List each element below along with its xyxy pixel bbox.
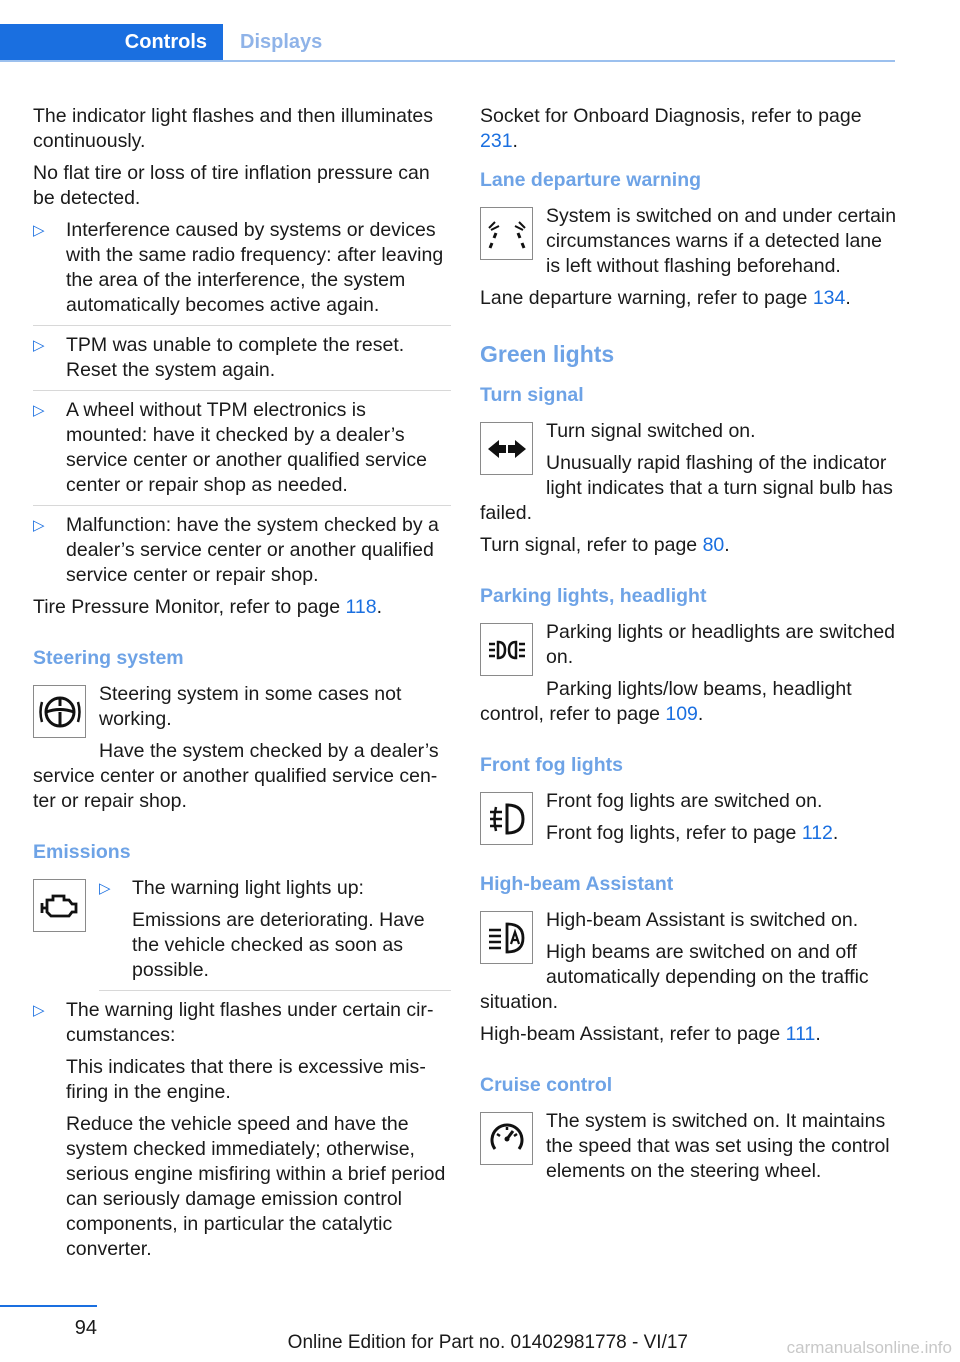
paragraph: The indicator light flashes and then illuminates continuously.	[33, 105, 433, 152]
page-link-112[interactable]: 112	[801, 822, 833, 844]
left-column	[33, 104, 451, 1269]
watermark: carmanualsonline.info	[786, 1338, 952, 1357]
turn-reference: Turn signal, refer to page 80.	[480, 534, 730, 556]
page-link-134[interactable]: 134	[812, 287, 846, 309]
fog-reference: Front fog lights, refer to page 112.	[546, 822, 839, 844]
engine-warning-icon	[33, 879, 86, 932]
heading-turn-signal: Turn signal	[480, 384, 584, 406]
tab-controls[interactable]: Controls	[0, 24, 223, 60]
paragraph: Parking lights or headlights are switched on.	[546, 621, 896, 668]
paragraph: The system is switched on. It maintains the speed that was set using the control elements on the steering wheel.	[546, 1110, 890, 1182]
paragraph: Have the system checked by a dealer’s service center or another qualified service center or repair shop.	[33, 740, 439, 812]
paragraph: No flat tire or loss of tire inflation pressure can be detected.	[33, 162, 430, 209]
obd-reference: Socket for Onboard Diagnosis, refer to page 231.	[480, 105, 862, 152]
tpm-reference: Tire Pressure Monitor, refer to page 118.	[33, 596, 383, 618]
paragraph: Turn signal switched on.	[546, 420, 756, 442]
heading-green-lights: Green lights	[480, 341, 615, 367]
triangle-bullet-icon: ▷	[99, 880, 111, 897]
list-item: ▷ TPM was unable to complete the reset. Reset the system again.	[33, 333, 451, 391]
heading-lane-departure: Lane departure warning	[480, 169, 702, 191]
heading-steering-system: Steering system	[33, 647, 184, 669]
triangle-bullet-icon: ▷	[33, 337, 45, 354]
heading-parking-lights: Parking lights, headlight	[480, 585, 707, 607]
list-item: ▷ A wheel without TPM electronics is mounted: have it checked by a dealer’s service center or another qualified service center or repair shop as needed.	[33, 398, 451, 506]
triangle-bullet-icon: ▷	[33, 222, 45, 239]
triangle-bullet-icon: ▷	[33, 1002, 45, 1019]
page-link-111[interactable]: 111	[785, 1023, 816, 1045]
right-column	[480, 104, 898, 1191]
edition-note: Online Edition for Part no. 01402981778 - VI/17	[287, 1332, 688, 1353]
list-item: ▷ The warning light lights up: Emissions are deteriorating. Have the vehicle checked as soon as possible.	[99, 876, 451, 991]
heading-cruise-control: Cruise control	[480, 1074, 613, 1096]
header-rule	[0, 60, 895, 62]
fog-light-icon	[480, 792, 533, 845]
paragraph: Steering system in some cases not working.	[99, 683, 402, 730]
page-link-109[interactable]: 109	[665, 703, 698, 725]
lane-departure-icon	[480, 207, 533, 260]
page-link-231[interactable]: 231	[480, 130, 513, 152]
triangle-bullet-icon: ▷	[33, 517, 45, 534]
list-item: ▷ The warning light flashes under certain circumstances: This indicates that there is excessive misfiring in the engine. Reduce the vehicle speed and have the system checked immediately; otherwise, serious engine misfiring within a brief period can seriously damage emission control components, in particular the catalytic converter.	[33, 999, 446, 1260]
paragraph: Front fog lights are switched on.	[546, 790, 823, 812]
cruise-control-icon	[480, 1112, 533, 1165]
paragraph: Unusually rapid flashing of the indicator light indicates that a turn signal bulb has failed.	[480, 452, 893, 524]
page-link-80[interactable]: 80	[702, 534, 725, 556]
page-number: 94	[74, 1317, 97, 1339]
heading-front-fog-lights: Front fog lights	[480, 754, 623, 776]
page-number-rule	[0, 1305, 97, 1307]
triangle-bullet-icon: ▷	[33, 402, 45, 419]
steering-warning-icon	[33, 685, 86, 738]
list-item: ▷ Interference caused by systems or devices with the same radio frequency: after leaving the area of the interference, the system automatically becomes active again.	[33, 218, 451, 326]
list-item: ▷ Malfunction: have the system checked by a dealer’s service center or another qualified service center or repair shop.	[33, 514, 439, 586]
paragraph: High-beam Assistant is switched on.	[546, 909, 859, 931]
bullet-list	[33, 876, 451, 1269]
tab-displays[interactable]: Displays	[240, 31, 323, 53]
parking-reference: Parking lights/low beams, headlight control, refer to page 109.	[480, 678, 852, 725]
heading-high-beam-assistant: High-beam Assistant	[480, 873, 674, 895]
paragraph: System is switched on and under certain circumstances warns if a detected lane is left without flashing beforehand.	[546, 205, 897, 277]
heading-emissions: Emissions	[33, 841, 131, 863]
page-link-118[interactable]: 118	[345, 596, 377, 618]
turn-signal-icon	[480, 422, 533, 475]
parking-lights-icon	[480, 623, 533, 676]
highbeam-reference: High-beam Assistant, refer to page 111.	[480, 1023, 821, 1045]
lane-reference: Lane departure warning, refer to page 134.	[480, 287, 851, 309]
paragraph: High beams are switched on and off automatically depending on the traffic situation.	[480, 941, 869, 1013]
header-tabs	[0, 24, 895, 62]
bullet-list	[33, 218, 451, 595]
high-beam-assistant-icon	[480, 911, 533, 964]
